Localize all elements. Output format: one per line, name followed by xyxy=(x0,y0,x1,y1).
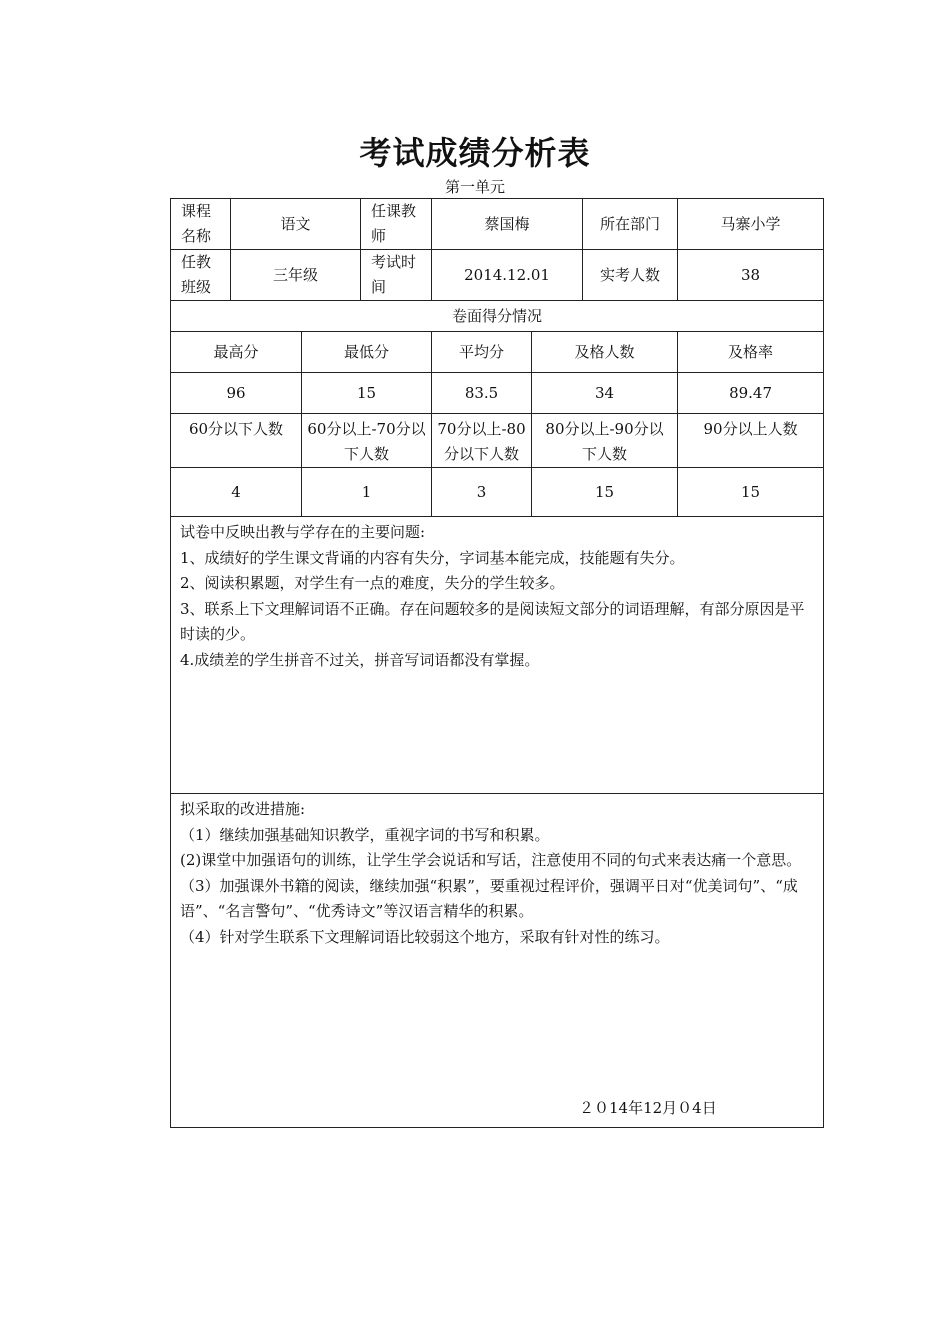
band-header: 60分以下人数 xyxy=(171,414,302,468)
class-label: 任教班级 xyxy=(171,250,231,301)
teacher-label: 任课教师 xyxy=(361,199,432,250)
measure-item: (2)课堂中加强语句的训练，让学生学会说话和写话，注意使用不同的句式来表达痛一个意思。 xyxy=(180,851,802,869)
bands-header-row xyxy=(171,414,824,468)
problem-item: 1、成绩好的学生课文背诵的内容有失分，字词基本能完成，技能题有失分。 xyxy=(180,548,685,567)
stat-header: 最低分 xyxy=(302,332,432,373)
stat-value: 34 xyxy=(532,373,678,414)
dept-label: 所在部门 xyxy=(583,199,678,250)
band-header: 80分以上-90分以下人数 xyxy=(532,414,678,468)
stats-value-row xyxy=(171,373,824,414)
band-header: 90分以上人数 xyxy=(678,414,824,468)
stat-header: 最高分 xyxy=(171,332,302,373)
count-value: 38 xyxy=(678,250,824,301)
signature-date: ２０14年12月０4日 xyxy=(579,1099,717,1117)
band-value: 4 xyxy=(171,468,302,517)
stat-header: 及格率 xyxy=(678,332,824,373)
section-title: 卷面得分情况 xyxy=(171,301,824,332)
measure-item: （3）加强课外书籍的阅读，继续加强“积累”，要重视过程评价，强调平日对“优美词句”、“成语”、“名言警句”、“优秀诗文”等汉语言精华的积累。 xyxy=(180,876,798,920)
measures-cell xyxy=(171,794,824,1128)
problem-item: 3、联系上下文理解词语不正确。存在问题较多的是阅读短文部分的词语理解，有部分原因是平时读的少。 xyxy=(180,599,805,643)
course-label: 课程名称 xyxy=(171,199,231,250)
stat-header: 及格人数 xyxy=(532,332,678,373)
section-header-row xyxy=(171,301,824,332)
teacher-value: 蔡国梅 xyxy=(432,199,583,250)
band-header: 60分以上-70分以下人数 xyxy=(302,414,432,468)
band-value: 15 xyxy=(532,468,678,517)
dept-value: 马寨小学 xyxy=(678,199,824,250)
stat-value: 89.47 xyxy=(678,373,824,414)
measures-row xyxy=(171,794,824,1128)
measures-heading: 拟采取的改进措施: xyxy=(180,800,306,818)
info-row-1 xyxy=(171,199,824,250)
problem-item: 2、阅读积累题，对学生有一点的难度，失分的学生较多。 xyxy=(180,574,565,592)
band-value: 3 xyxy=(432,468,532,517)
problems-cell xyxy=(171,517,824,794)
problem-item: 4.成绩差的学生拼音不过关，拼音写词语都没有掌握。 xyxy=(180,650,540,669)
band-header: 70分以上-80分以下人数 xyxy=(432,414,532,468)
document-title: 考试成绩分析表 xyxy=(359,134,591,172)
band-value: 15 xyxy=(678,468,824,517)
info-row-2 xyxy=(171,250,824,301)
stat-header: 平均分 xyxy=(432,332,532,373)
course-value: 语文 xyxy=(231,199,361,250)
stat-value: 96 xyxy=(171,373,302,414)
stat-value: 15 xyxy=(302,373,432,414)
measure-item: （4）针对学生联系下文理解词语比较弱这个地方，采取有针对性的练习。 xyxy=(180,927,670,946)
count-label: 实考人数 xyxy=(583,250,678,301)
score-analysis-table xyxy=(170,198,824,1128)
exam-date-label: 考试时间 xyxy=(361,250,432,301)
unit-subtitle: 第一单元 xyxy=(444,178,505,196)
stats-header-row xyxy=(171,332,824,373)
class-value: 三年级 xyxy=(231,250,361,301)
band-value: 1 xyxy=(302,468,432,517)
stat-value: 83.5 xyxy=(432,373,532,414)
bands-value-row xyxy=(171,468,824,517)
problems-heading: 试卷中反映出教与学存在的主要问题: xyxy=(180,523,426,541)
measure-item: （1）继续加强基础知识教学，重视字词的书写和积累。 xyxy=(180,825,550,844)
problems-row xyxy=(171,517,824,794)
exam-date-value: 2014.12.01 xyxy=(432,250,583,301)
